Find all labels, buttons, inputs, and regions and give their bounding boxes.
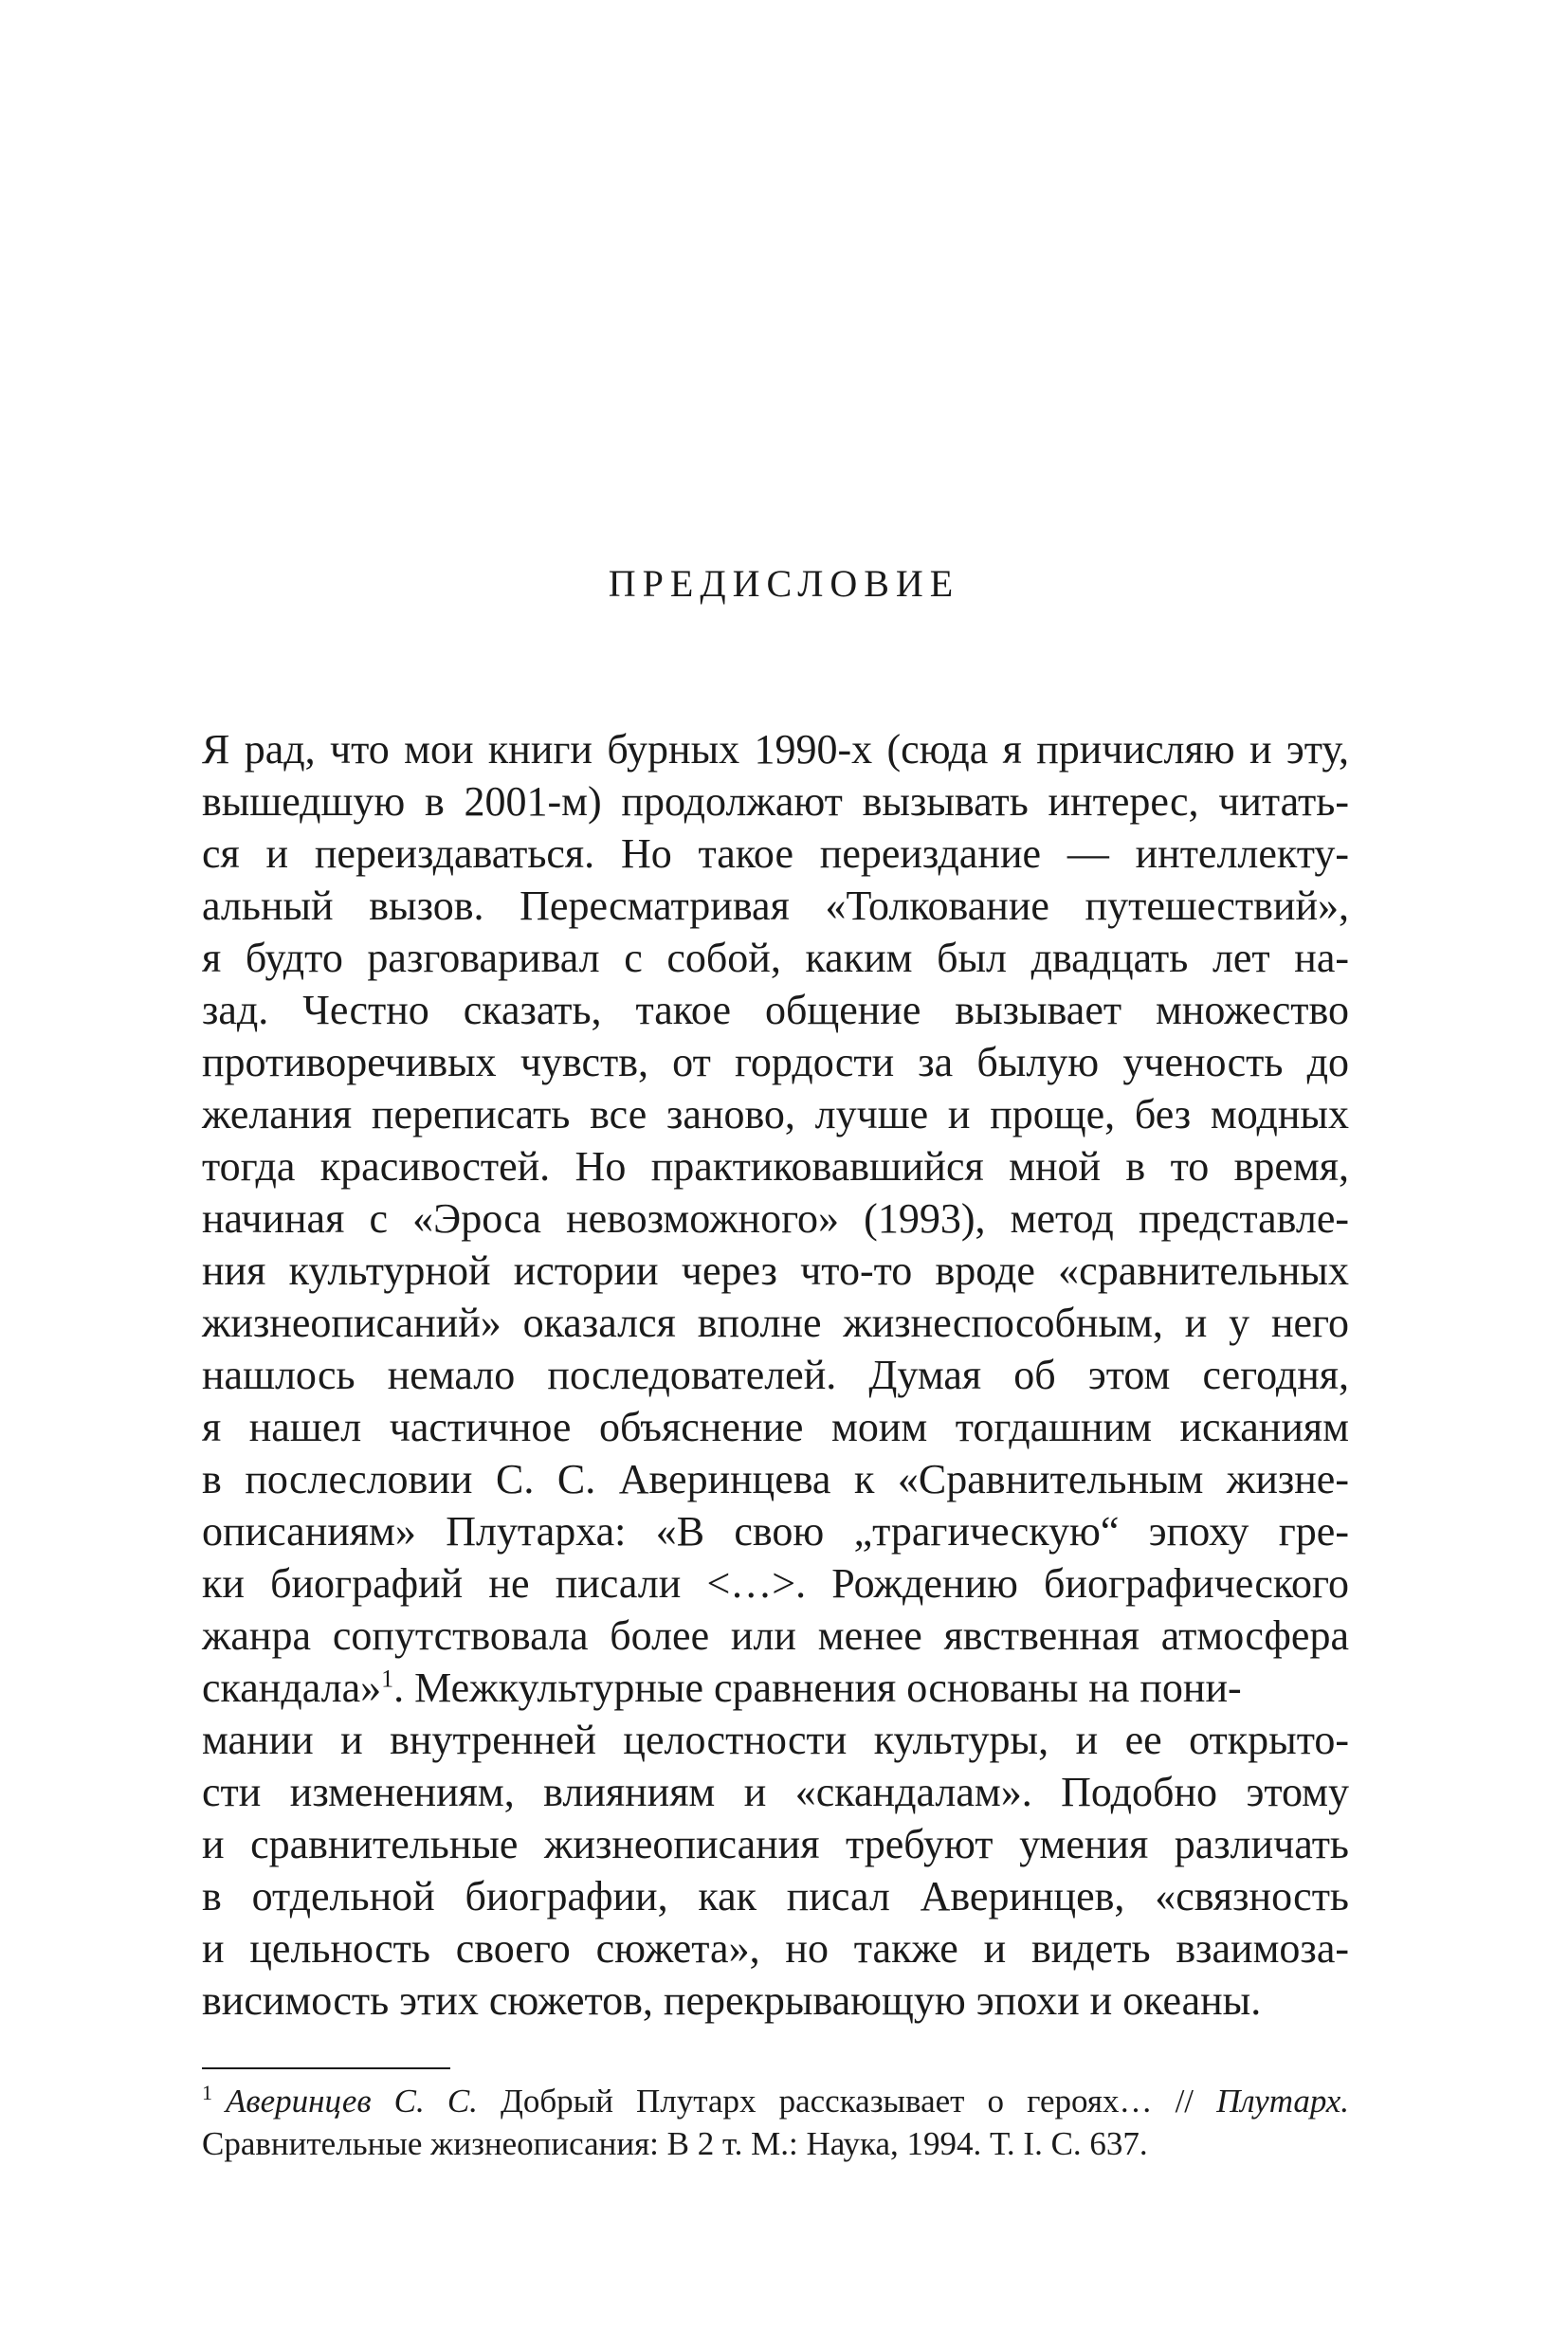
text-line: начиная с «Эроса невозможного» (1993), метод представле- (202, 1195, 1349, 1242)
text-line: ся и переиздаваться. Но такое переиздание — интеллекту- (202, 830, 1349, 877)
text-line: в отдельной биографии, как писал Аверинцев, «связность (202, 1873, 1349, 1920)
text-line: мании и внутренней целостности культуры, и ее открыто- (202, 1717, 1349, 1763)
text-line: я нашел частичное объяснение моим тогдашним исканиям (202, 1404, 1349, 1450)
footnote-line: Сравнительные жизнеописания: В 2 т. М.: Наука, 1994. Т. I. С. 637. (202, 2125, 1148, 2162)
text-line: и цельность своего сюжета», но также и видеть взаимоза- (202, 1925, 1349, 1972)
text-line: ния культурной истории через что-то вроде «сравнительных (202, 1247, 1349, 1294)
text-line: нашлось немало последователей. Думая об этом сегодня, (202, 1352, 1349, 1398)
footnote-title: Добрый Плутарх рассказывает о героях… // (501, 2083, 1194, 2120)
text-line: висимость этих сюжетов, перекрывающую эпохи и океаны. (202, 1977, 1262, 2024)
text-line: желания переписать все заново, лучше и проще, без модных (202, 1091, 1349, 1137)
text-line: противоречивых чувств, от гордости за былую ученость до (202, 1039, 1349, 1085)
text-line: я будто разговаривал с собой, каким был двадцать лет на- (202, 935, 1349, 981)
text-line: в послесловии С. С. Аверинцева к «Сравнительным жизне- (202, 1456, 1349, 1502)
chapter-heading: ПРЕДИСЛОВИЕ (608, 562, 960, 605)
footnote-reference[interactable]: 1 (381, 1665, 394, 1693)
text-line-with-footnote-ref (202, 1662, 1349, 1714)
text-line: альный вызов. Пересматривая «Толкование путешествий», (202, 882, 1349, 929)
text-fragment: . (393, 1665, 415, 1711)
footnote-line (202, 2080, 1349, 2122)
text-line: Я рад, что мои книги бурных 1990-х (сюда я причисляю и эту, (202, 726, 1349, 773)
footnote-source: Плутарх. (1216, 2083, 1349, 2120)
text-line: и сравнительные жизнеописания требуют умения различать (202, 1821, 1349, 1867)
text-line: описаниям» Плутарха: «В свою „трагическую“ эпоху гре- (202, 1508, 1349, 1555)
text-line: вышедшую в 2001-м) продолжают вызывать интерес, читать- (202, 778, 1349, 825)
text-line: ки биографий не писали <…>. Рождению биографического (202, 1560, 1349, 1607)
text-line: сти изменениям, влияниям и «скандалам». Подобно этому (202, 1769, 1349, 1815)
footnote-divider (202, 2067, 450, 2069)
footnote-number: 1 (202, 2081, 212, 2105)
text-line: тогда красивостей. Но практиковавшийся мной в то время, (202, 1143, 1349, 1190)
text-line: жанра сопутствовала более или менее явственная атмосфера (202, 1612, 1349, 1659)
preface-paragraph (202, 723, 1349, 2027)
footnote (202, 2080, 1349, 2165)
text-fragment: Межкультурные сравнения основаны на пони- (414, 1665, 1242, 1711)
text-line: жизнеописаний» оказался вполне жизнеспособным, и у него (202, 1300, 1349, 1346)
text-line: зад. Честно сказать, такое общение вызывает множество (202, 987, 1349, 1033)
text-fragment: скандала» (202, 1665, 382, 1711)
footnote-author: Аверинцев С. С. (226, 2083, 478, 2120)
